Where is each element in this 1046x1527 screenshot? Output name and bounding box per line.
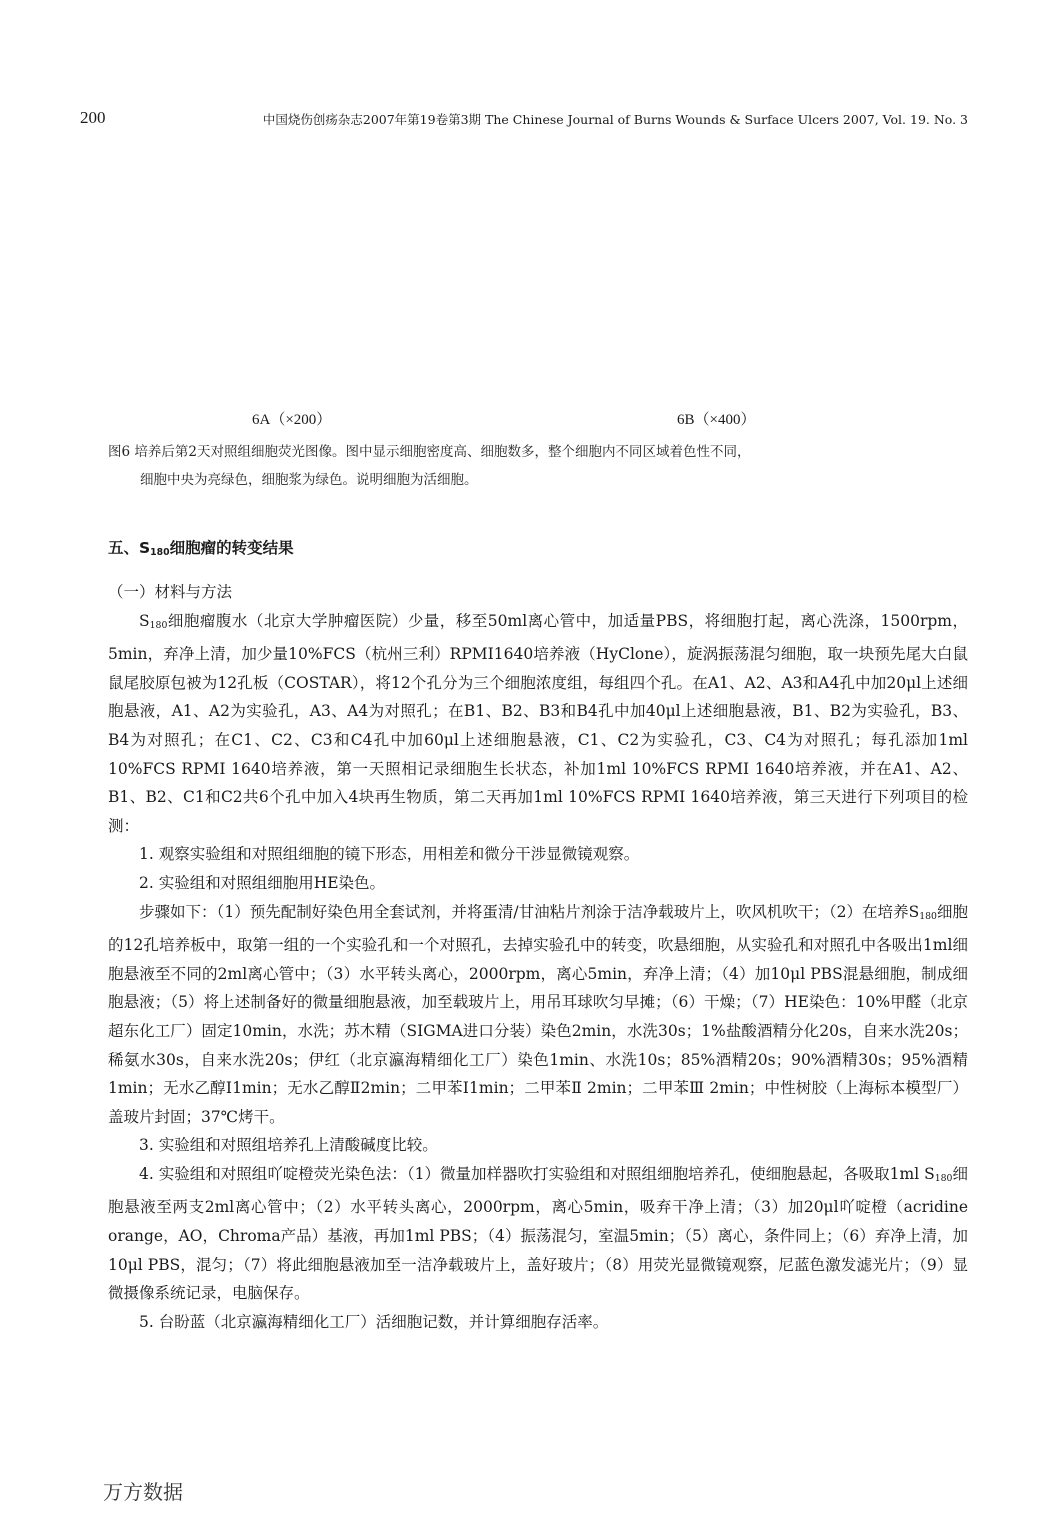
section-title-suffix: 细胞瘤的转变结果 <box>169 539 294 557</box>
p1-rest: 细胞瘤腹水（北京大学肿瘤医院）少量，移至50ml离心管中，加适量PBS，将细胞打起，离心洗涤，1500rpm，5min，弃净上清，加少量10%FCS（杭州三利）RPMI1640培养液（HyClone），旋涡振荡混匀细胞，取一块预先尾大白鼠鼠尾胶原包被为12孔板（COSTAR），将12个孔分为三个细胞浓度组，每组四个孔。在A1、A2、A3和A4孔中加20μl上述细胞悬液，A1、A2为实验孔，A3、A4为对照孔；在B1、B2、B3和B4孔中加40μl上述细胞悬液，B1、B2为实验孔，B3、B4为对照孔；在C1、C2、C3和C4孔中加60μl上述细胞悬液，C1、C2为实验孔，C3、C4为对照孔；每孔添加1ml 10%FCS RPMI 1640培养液，第一天照相记录细胞生长状态，补加1ml 10%FCS RPMI 1640培养液，并在A1、A2、B1、B2、C1和C2共6个孔中加入4块再生物质，第二天再加1ml 10%FCS RPMI 1640培养液，第三天进行下列项目的检测： <box>108 611 968 835</box>
figure-caption <box>108 438 968 494</box>
p4-rest: 细胞悬液至两支2ml离心管中；（2）水平转头离心，2000rpm，离心5min，吸弃干净上清；（3）加20μl吖啶橙（acridine orange，AO，Chroma产品）基液，再加1ml PBS；（4）振荡混匀，室温5min；（5）离心，条件同上；（6）弃净上清，加10μl PBS，混匀；（7）将此细胞悬液加至一洁净载玻片上，盖好玻片；（8）用荧光显微镜观察，尼蓝色激发滤光片；（9）显微摄像系统记录，电脑保存。 <box>108 1164 968 1303</box>
item-5: 5. 台盼蓝（北京瀛海精细化工厂）活细胞记数，并计算细胞存活率。 <box>139 1312 609 1331</box>
body-text <box>108 578 968 1336</box>
section-title-subscript: 180 <box>150 547 170 558</box>
figure-area <box>0 140 1046 405</box>
section-title <box>108 536 294 558</box>
p2-start: 步骤如下：（1）预先配制好染色用全套试剂，并将蛋清/甘油粘片剂涂于洁净载玻片上，吹风机吹干；（2）在培养S <box>139 902 920 921</box>
p4-start: 4. 实验组和对照组吖啶橙荧光染色法：（1）微量加样器吹打实验组和对照组细胞培养孔，使细胞悬起，各吸取1ml S <box>139 1164 935 1183</box>
caption-line-1: 图6 培养后第2天对照组细胞荧光图像。图中显示细胞密度高、细胞数多，整个细胞内不同区域着色性不同， <box>108 444 751 460</box>
section-title-prefix: 五、S <box>108 539 151 557</box>
p2-rest: 细胞的12孔培养板中，取第一组的一个实验孔和一个对照孔，去掉实验孔中的转变，吹悬细胞，从实验孔和对照孔中各吸出1ml细胞悬液至不同的2ml离心管中；（3）水平转头离心，2000rpm，离心5min，弃净上清；（4）加10μl PBS混悬细胞，制成细胞悬液；（5）将上述制备好的微量细胞悬液，加至载玻片上，用吊耳球吹匀早摊；（6）干燥；（7）HE染色：10%甲醛（北京超东化工厂）固定10min，水洗；苏木精（SIGMA进口分装）染色2min，水洗30s；1%盐酸酒精分化20s，自来水洗20s；稀氨水30s，自来水洗20s；伊红（北京瀛海精细化工厂）染色1min、水洗10s；85%酒精20s；90%酒精30s；95%酒精1min；无水乙醇Ⅰ1min；无水乙醇Ⅱ2min；二甲苯Ⅰ1min；二甲苯Ⅱ 2min；二甲苯Ⅲ 2min；中性树胶（上海标本模型厂）盖玻片封固；37℃烤干。 <box>108 902 968 1126</box>
p1-start: S <box>139 611 150 630</box>
figure-label-6b: 6B（×400） <box>677 412 756 428</box>
item-1: 1. 观察实验组和对照组细胞的镜下形态，用相差和微分干涉显微镜观察。 <box>139 845 640 864</box>
paragraph-he-steps <box>108 898 968 1132</box>
item-2: 2. 实验组和对照组细胞用HE染色。 <box>139 873 386 892</box>
paragraph-materials <box>108 607 968 841</box>
caption-line-2: 细胞中央为亮绿色，细胞浆为绿色。说明细胞为活细胞。 <box>140 472 478 488</box>
running-head: 中国烧伤创疡杂志2007年第19卷第3期 The Chinese Journal of Burns Wounds & Surface Ulcers 2007, Vol. 19. No. 3 <box>262 112 968 127</box>
figure-label-6a: 6A（×200） <box>252 412 332 428</box>
subsection-heading: （一）材料与方法 <box>108 583 233 601</box>
page-header <box>0 108 1046 132</box>
paragraph-ao-staining <box>108 1160 968 1308</box>
page-number: 200 <box>80 108 106 127</box>
p1-subscript: 180 <box>149 619 168 631</box>
p4-subscript: 180 <box>934 1172 953 1184</box>
item-3: 3. 实验组和对照组培养孔上清酸碱度比较。 <box>139 1136 438 1155</box>
footer-watermark: 万方数据 <box>103 1480 183 1504</box>
p2-subscript: 180 <box>919 910 937 922</box>
